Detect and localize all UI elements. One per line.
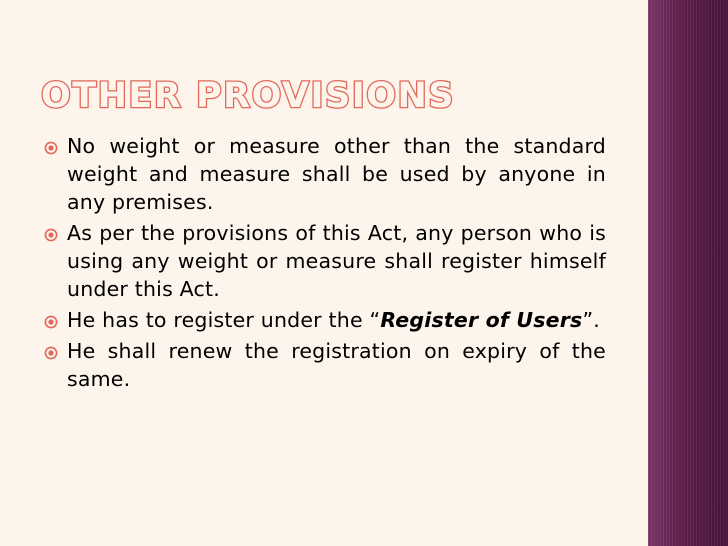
circle-dot-icon — [44, 141, 58, 155]
circle-dot-icon — [44, 228, 58, 242]
bullet-item — [44, 306, 606, 334]
bullet-text: As per the provisions of this Act, any person who is using any weight or measure shall register himself under this Act. — [67, 221, 606, 301]
bullet-text-prefix: He has to register under the “ — [67, 308, 381, 332]
decorative-side-band — [648, 0, 728, 546]
bullet-text: No weight or measure other than the standard weight and measure shall be used by anyone in any premises. — [67, 134, 606, 214]
bullet-item — [44, 337, 606, 393]
circle-dot-icon — [44, 346, 58, 360]
slide-title-graphic — [40, 74, 600, 114]
bullet-list — [44, 132, 606, 396]
slide-title: OTHER PROVISIONS — [41, 76, 455, 114]
slide-title-block — [40, 74, 600, 114]
register-of-users-emphasis: Register of Users — [380, 308, 583, 332]
bullet-item — [44, 219, 606, 303]
bullet-text-suffix: ”. — [582, 308, 600, 332]
circle-dot-icon — [44, 315, 58, 329]
bullet-text: He shall renew the registration on expiry of the same. — [67, 339, 606, 391]
bullet-item — [44, 132, 606, 216]
